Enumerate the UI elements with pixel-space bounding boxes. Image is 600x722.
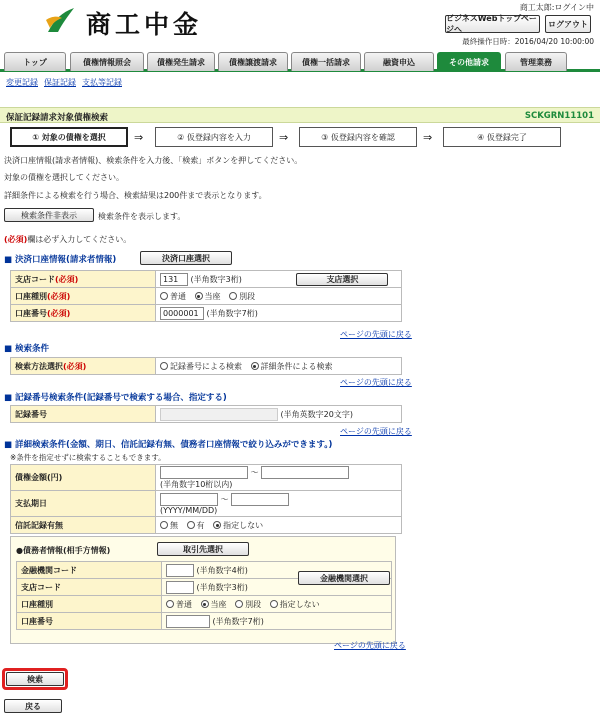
business-web-top-button[interactable]: ビジネスWebトップページへ <box>445 15 540 33</box>
cell-due-date <box>156 491 402 517</box>
screen-code: SCKGRN11101 <box>524 111 594 121</box>
due-date-from-input[interactable] <box>160 493 218 506</box>
label-debtor-account-number: 口座番号 <box>17 613 162 630</box>
step-arrow-icon: ⇒ <box>134 131 144 144</box>
cell-branch-code <box>156 271 402 288</box>
bank-code-input[interactable] <box>166 564 194 577</box>
radio-special[interactable]: 別段 <box>229 292 255 301</box>
cell-search-method <box>156 358 402 375</box>
account-table <box>10 270 402 322</box>
radio-search-by-record[interactable]: 記録番号による検索 <box>160 362 242 371</box>
radio-trust-unspecified[interactable]: 指定しない <box>213 521 263 530</box>
tilde: ～ <box>220 494 229 504</box>
tab-claim-inquiry[interactable]: 債権情報照会 <box>70 52 144 71</box>
detail-note: ※条件を指定せずに検索することもできます。 <box>10 453 166 462</box>
amount-to-input[interactable] <box>261 466 349 479</box>
record-number-hint: (半角英数字20文字) <box>280 409 353 419</box>
user-status: 商工太郎:ログイン中 <box>519 3 594 12</box>
label-record-number: 記録番号 <box>11 406 156 423</box>
cell-amount <box>156 465 402 491</box>
cell-account-number <box>156 305 402 322</box>
select-bank-button[interactable]: 金融機関選択 <box>298 571 390 585</box>
page-title: 保証記録請求対象債権検索 <box>6 113 109 123</box>
logout-button[interactable]: ログアウト <box>545 15 591 33</box>
label-debtor-branch-code: 支店コード <box>17 579 162 596</box>
radio-trust-exists[interactable]: 有 <box>187 521 205 530</box>
account-number-input[interactable]: 0000001 <box>160 307 204 320</box>
label-account-number: 口座番号(必須) <box>11 305 156 322</box>
label-search-method: 検索方法選択(必須) <box>11 358 156 375</box>
debtor-account-number-input[interactable] <box>166 615 210 628</box>
back-to-top-link[interactable]: ページの先頭に戻る <box>340 427 412 436</box>
radio-ordinary[interactable]: 普通 <box>160 292 186 301</box>
due-date-hint: (YYYY/MM/DD) <box>160 505 218 515</box>
tab-administration[interactable]: 管理業務 <box>505 52 567 71</box>
required-tag: (必須) <box>4 235 28 244</box>
select-partner-button[interactable]: 取引先選択 <box>157 542 249 556</box>
tab-claim-issue[interactable]: 債権発生請求 <box>147 52 215 71</box>
logo-mark-icon <box>44 6 78 34</box>
step-1-select-claim: ① 対象の債権を選択 <box>10 127 128 147</box>
select-branch-button[interactable]: 支店選択 <box>296 273 388 286</box>
instruction-line: 対象の債権を選択してください。 <box>4 173 124 182</box>
tab-top[interactable]: トップ <box>4 52 66 71</box>
due-date-to-input[interactable] <box>231 493 289 506</box>
radio-search-by-detail[interactable]: 詳細条件による検索 <box>251 362 333 371</box>
subnav-guarantee-record[interactable]: 保証記録 <box>44 78 76 87</box>
account-number-hint: (半角数字7桁) <box>206 308 258 318</box>
last-operation-time: 最終操作日時：2016/04/20 10:00:00 <box>462 37 594 46</box>
amount-hint: (半角数字10桁以内) <box>160 479 233 489</box>
debtor-info-title: ●債務者情報(相手方情報) <box>16 546 111 555</box>
debtor-branch-code-input[interactable] <box>166 581 194 594</box>
back-to-top-link[interactable]: ページの先頭に戻る <box>340 330 412 339</box>
radio-debtor-current[interactable]: 当座 <box>201 600 227 609</box>
instruction-line: 決済口座情報(請求者情報)、検索条件を入力後、「検索」ボタンを押してください。 <box>4 156 303 165</box>
tilde: ～ <box>250 467 259 477</box>
tab-claim-bulk[interactable]: 債権一括請求 <box>291 52 361 71</box>
subnav-change-record[interactable]: 変更記録 <box>6 78 38 87</box>
subnav-payment-record[interactable]: 支払等記録 <box>82 78 122 87</box>
detail-table <box>10 464 402 534</box>
instruction-line: 詳細条件による検索を行う場合、検索結果は200件まで表示となります。 <box>4 191 267 200</box>
radio-debtor-ordinary[interactable]: 普通 <box>166 600 192 609</box>
branch-code-input[interactable]: 131 <box>160 273 188 286</box>
step-arrow-icon: ⇒ <box>279 131 289 144</box>
select-account-button[interactable]: 決済口座選択 <box>140 251 232 265</box>
branch-code-hint: (半角数字3桁) <box>190 274 242 284</box>
debtor-account-number-hint: (半角数字7桁) <box>212 616 264 626</box>
section-title-record: ■ 記録番号検索条件(記録番号で検索する場合、指定する) <box>4 391 227 403</box>
label-amount: 債権金額(円) <box>11 465 156 491</box>
step-2-input: ② 仮登録内容を入力 <box>155 127 273 147</box>
back-to-top-link[interactable]: ページの先頭に戻る <box>334 641 406 650</box>
amount-from-input[interactable] <box>160 466 248 479</box>
search-method-table <box>10 357 402 375</box>
cell-debtor-account-type <box>162 596 392 613</box>
radio-trust-none[interactable]: 無 <box>160 521 178 530</box>
step-4-complete: ④ 仮登録完了 <box>443 127 561 147</box>
section-title-detail: ■ 詳細検索条件(金額、期日、信託記録有無、債務者口座情報で絞り込みができます。) <box>4 438 332 450</box>
tab-claim-transfer[interactable]: 債権譲渡請求 <box>218 52 288 71</box>
label-trust-record: 信託記録有無 <box>11 517 156 534</box>
tab-loan-application[interactable]: 融資申込 <box>364 52 434 71</box>
cell-debtor-account-number <box>162 613 392 630</box>
label-branch-code: 支店コード(必須) <box>11 271 156 288</box>
label-debtor-account-type: 口座種別 <box>17 596 162 613</box>
step-3-confirm: ③ 仮登録内容を確認 <box>299 127 417 147</box>
back-button[interactable]: 戻る <box>4 699 62 713</box>
required-note <box>4 234 131 245</box>
label-bank-code: 金融機関コード <box>17 562 162 579</box>
cell-trust-record <box>156 517 402 534</box>
label-due-date: 支払期日 <box>11 491 156 517</box>
record-number-table <box>10 405 402 423</box>
debtor-branch-code-hint: (半角数字3桁) <box>196 582 248 592</box>
cell-record-number <box>156 406 402 423</box>
radio-debtor-special[interactable]: 別段 <box>235 600 261 609</box>
radio-debtor-unspecified[interactable]: 指定しない <box>270 600 320 609</box>
tab-other-requests[interactable]: その他請求 <box>437 52 501 71</box>
search-button[interactable]: 検索 <box>6 672 64 686</box>
section-title-account: ■ 決済口座情報(請求者情報) <box>4 253 116 265</box>
record-number-input[interactable] <box>160 408 278 421</box>
toggle-search-conditions-button[interactable]: 検索条件非表示 <box>4 208 94 222</box>
radio-current[interactable]: 当座 <box>195 292 221 301</box>
sub-navigation <box>6 77 128 88</box>
label-account-type: 口座種別(必須) <box>11 288 156 305</box>
back-to-top-link[interactable]: ページの先頭に戻る <box>340 378 412 387</box>
required-note-text: 欄は必ず入力してください。 <box>27 235 132 244</box>
step-arrow-icon: ⇒ <box>423 131 433 144</box>
page-title-bar <box>0 107 600 123</box>
toggle-note: 検索条件を表示します。 <box>98 212 186 221</box>
bank-code-hint: (半角数字4桁) <box>196 565 248 575</box>
cell-account-type <box>156 288 402 305</box>
section-title-search: ■ 検索条件 <box>4 342 49 354</box>
logo-text: 商工中金 <box>86 10 203 39</box>
